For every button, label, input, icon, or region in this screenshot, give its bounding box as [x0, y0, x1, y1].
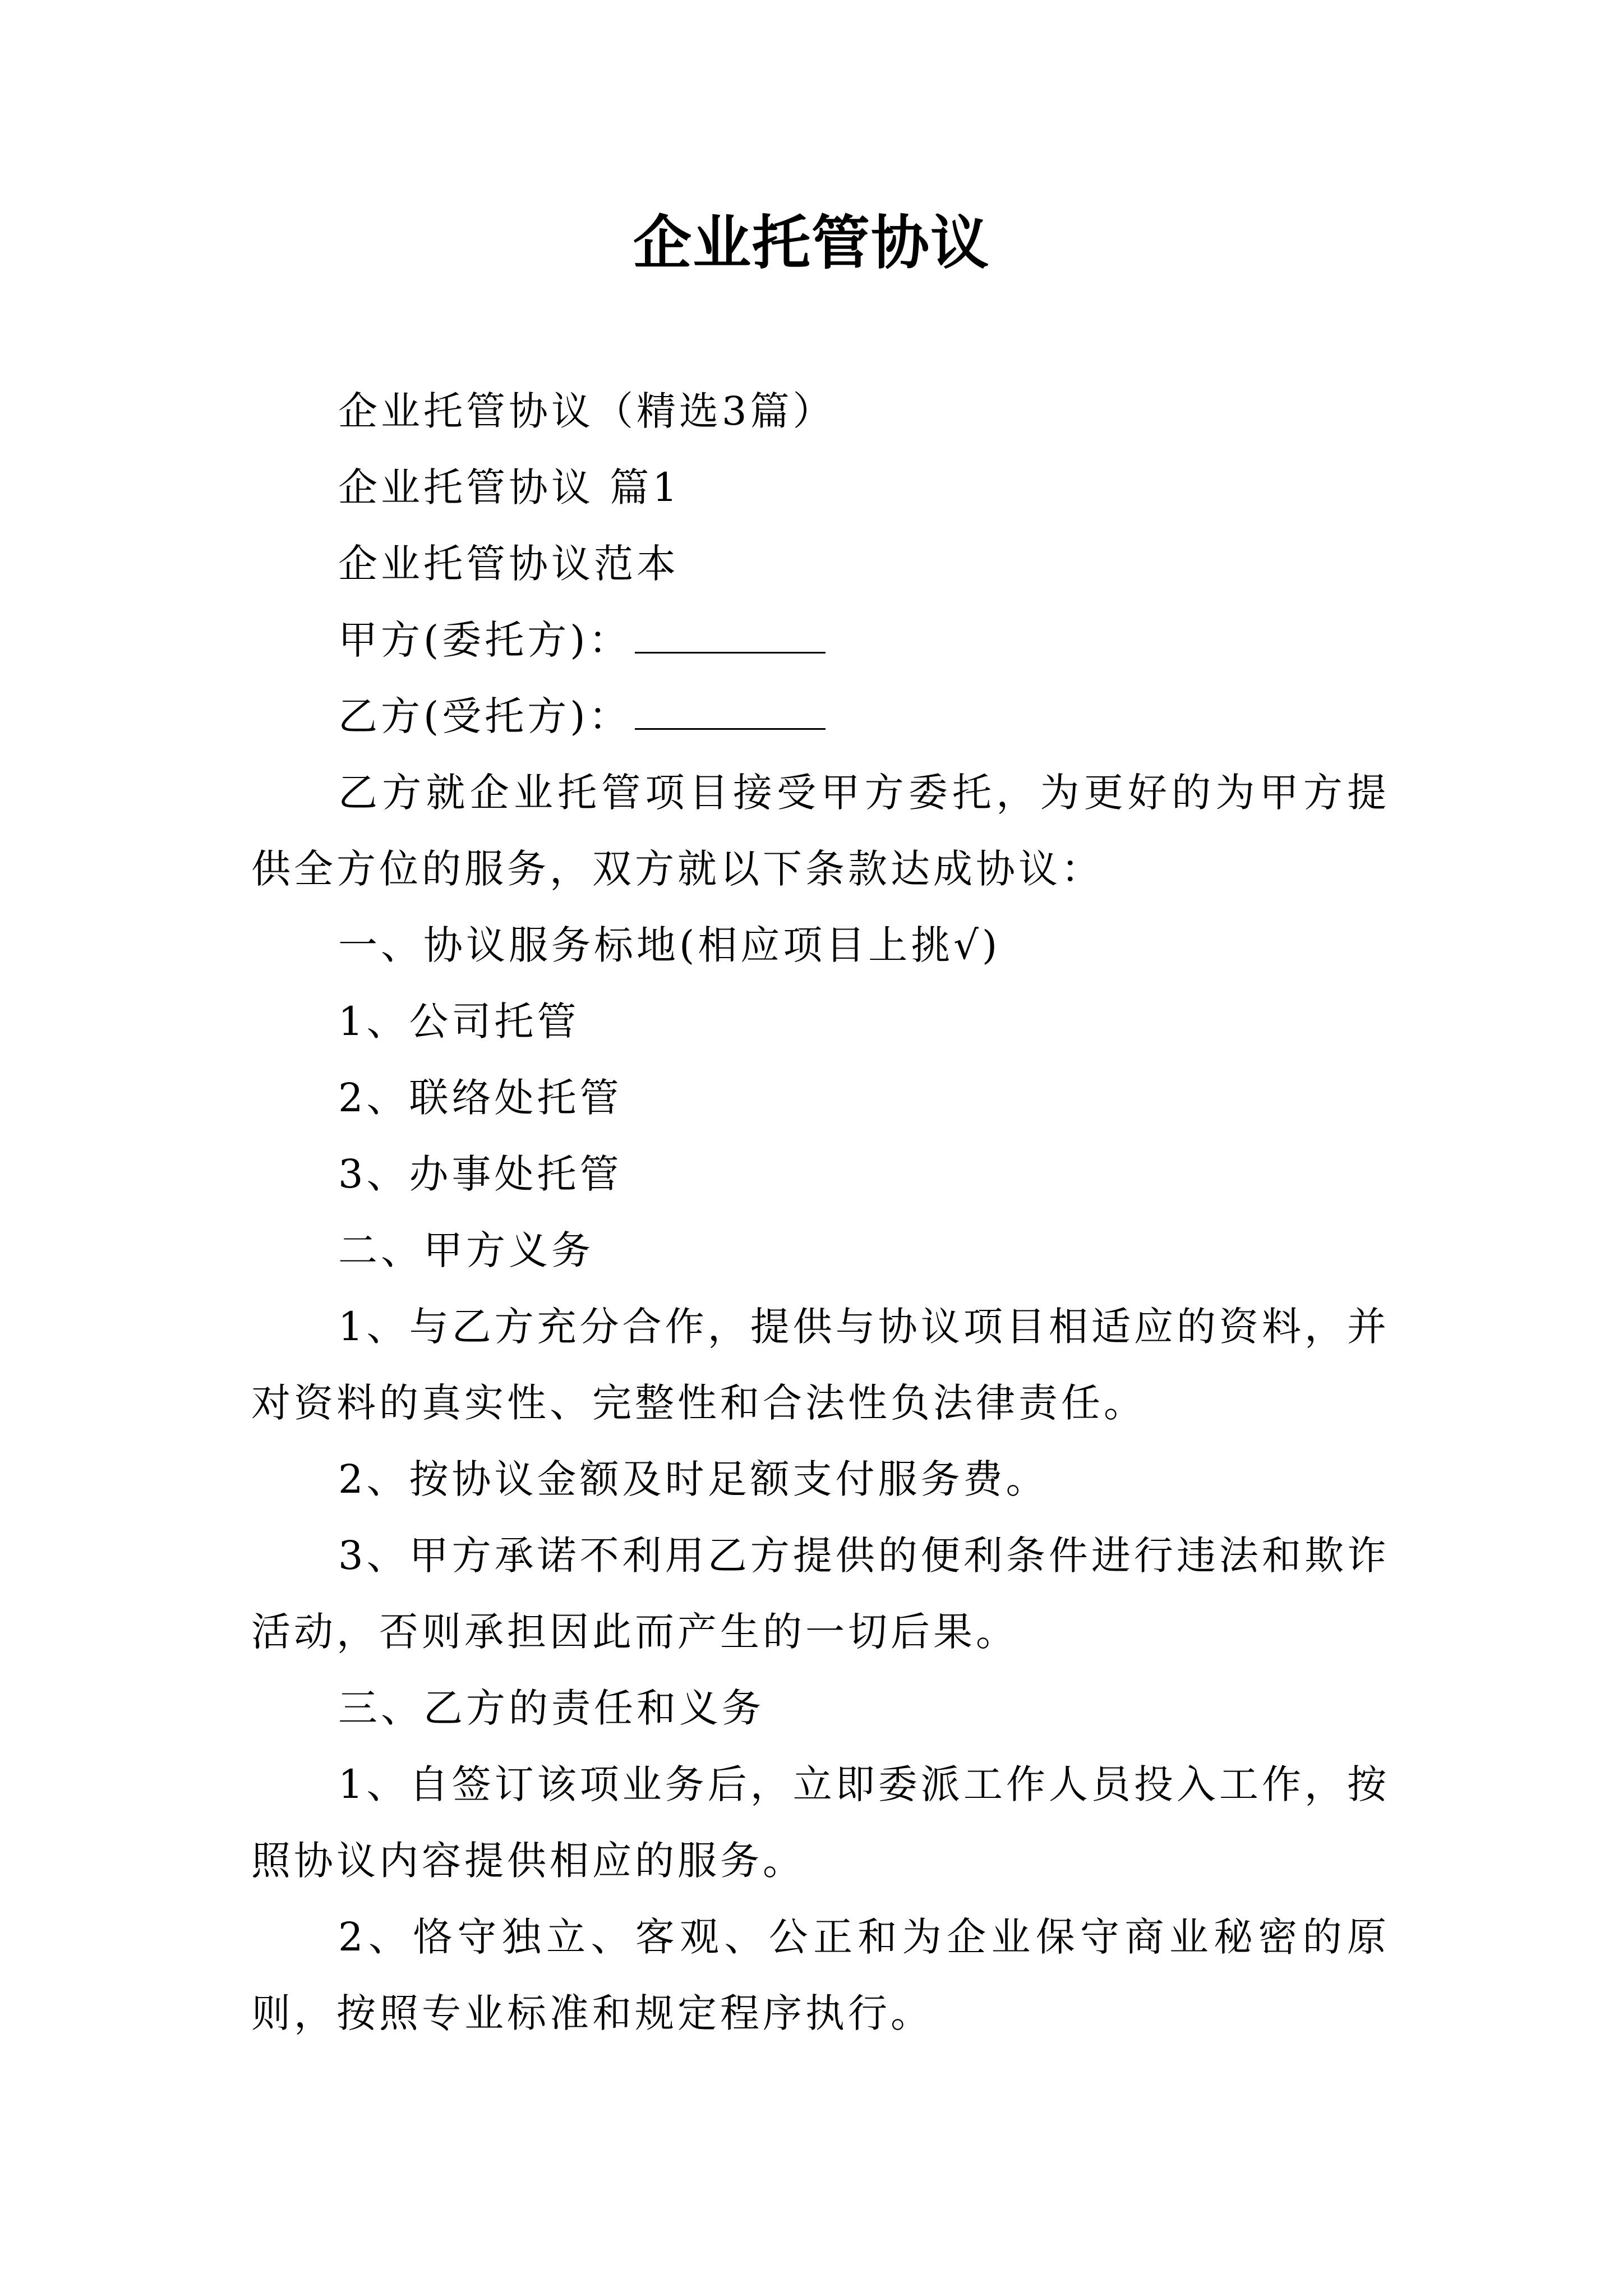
- section-2-item-1: 1、与乙方充分合作，提供与协议项目相适应的资料，并对资料的真实性、完整性和合法性负法律责任。: [251, 1304, 1390, 1426]
- section-2-item-2: 2、按协议金额及时足额支付服务费。: [338, 1456, 1049, 1502]
- section-2-heading: 二、甲方义务: [338, 1227, 594, 1273]
- section-1-item-1: 1、公司托管: [338, 999, 580, 1045]
- party-a-line: [251, 602, 1390, 678]
- document-title: 企业托管协议: [633, 209, 990, 277]
- subtitle: 企业托管协议（精选3篇）: [338, 388, 836, 434]
- section-3-item-1: 1、自签订该项业务后，立即委派工作人员投入工作，按照协议内容提供相应的服务。: [251, 1761, 1390, 1884]
- party-b-label: 乙方(受托方)：: [338, 693, 631, 739]
- document-body: [251, 373, 1390, 2051]
- intro-paragraph: 乙方就企业托管项目接受甲方委托，为更好的为甲方提供全方位的服务，双方就以下条款达成协议：: [251, 770, 1390, 892]
- section-3-item-2: 2、恪守独立、客观、公正和为企业保守商业秘密的原则，按照专业标准和规定程序执行。: [251, 1914, 1390, 2036]
- section-1-item-2: 2、联络处托管: [338, 1075, 623, 1121]
- section-heading: 企业托管协议 篇1: [338, 464, 681, 510]
- party-a-label: 甲方(委托方)：: [338, 617, 631, 663]
- section-3-heading: 三、乙方的责任和义务: [338, 1685, 764, 1731]
- party-b-line: [251, 678, 1390, 754]
- section-1-item-3: 3、办事处托管: [338, 1151, 623, 1197]
- section-1-heading: 一、协议服务标地(相应项目上挑√): [338, 922, 1001, 968]
- template-title: 企业托管协议范本: [338, 541, 679, 587]
- party-b-blank: [635, 689, 826, 730]
- party-a-blank: [635, 613, 826, 654]
- section-2-item-3: 3、甲方承诺不利用乙方提供的便利条件进行违法和欺诈活动，否则承担因此而产生的一切后果。: [251, 1533, 1390, 1655]
